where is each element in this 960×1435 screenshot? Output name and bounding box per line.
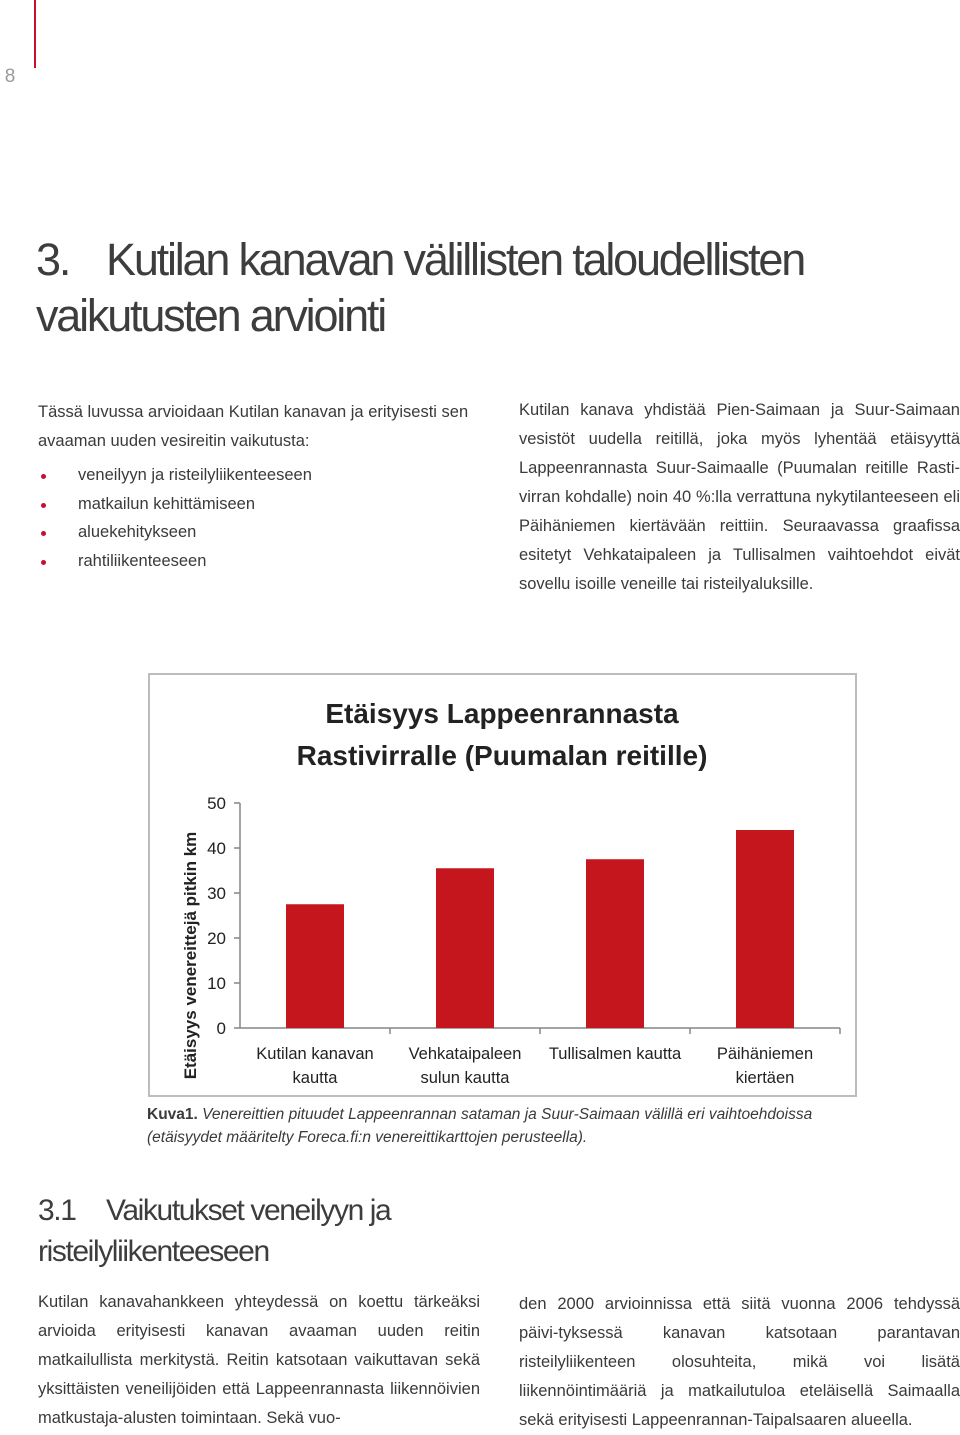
section-title [38,1190,508,1272]
chapter-title-text: Kutilan kanavan välillisten taloudellisten vaikutusten arviointi [36,234,805,341]
chapter-number: 3. [36,234,70,285]
figure-caption [147,1103,867,1149]
caption-label: Kuva1. [147,1106,198,1123]
bottom-left-column [38,1288,480,1433]
bullet-item: veneilyyn ja risteilyliikenteeseen [38,461,488,490]
section-number: 3.1 [38,1194,76,1227]
right-paragraph: Kutilan kanava yhdistää Pien-Saimaan ja Suur-Saimaan vesistöt uudella reitillä, joka myös lyhentää etäisyyttä Lappeenrannasta Suur-Saimaalle (Puumalan reitille Rasti-virran kohdalle) noin 40 %:lla verrattuna nykytilanteeseen eli Päihäniemen kiertävään reittiin. Seuraavassa graafissa esitetyt Vehkataipaleen ja Tullisalmen vaihtoehdot eivät sovellu isoille veneille tai risteilyaluksille. [519,401,960,593]
y-tick-label: 0 [216,1019,226,1038]
bar [436,868,494,1028]
right-column [519,396,960,599]
chart-title-line: Rastivirralle (Puumalan reitille) [296,740,708,771]
header-accent-rule [34,0,36,68]
bar [586,859,644,1028]
x-tick-label: Kutilan kanavan [256,1045,374,1063]
distance-bar-chart [148,673,857,1097]
intro-text: Tässä luvussa arvioidaan Kutilan kanavan ja erityisesti sen avaaman uuden vesireitin vaikutusta: [38,403,469,450]
bottom-left-paragraph: Kutilan kanavahankkeen yhteydessä on koettu tärkeäksi arvioida erityisesti kanavan avaaman uuden reitin matkailullista merkitystä. Reitin katsotaan vaikuttavan sekä yksittäisten veneilijöiden että Lappeenrannasta liikennöivien matkustaja-alusten toimintaan. Sekä vuo- [38,1293,480,1427]
x-tick-label: Tullisalmen kautta [548,1045,682,1063]
caption-text: Venereittien pituudet Lappeenrannan sataman ja Suur-Saimaan välillä eri vaihtoehdoissa (etäisyydet määritelty Foreca.fi:n venereittikarttojen perusteella). [147,1106,813,1146]
y-tick-label: 10 [207,974,226,993]
chart-title-line: Etäisyys Lappeenrannasta [325,698,679,729]
intro-column [38,398,488,575]
x-tick-label: sulun kautta [420,1069,510,1087]
section-title-text: Vaikutukset veneilyyn ja risteilyliikenteeseen [38,1194,391,1268]
intro-bullet-list [38,461,488,575]
bullet-item: rahtiliikenteeseen [38,547,488,576]
y-tick-label: 40 [207,839,226,858]
y-tick-label: 20 [207,929,226,948]
bottom-right-column [519,1290,960,1435]
bullet-item: aluekehitykseen [38,518,488,547]
bullet-item: matkailun kehittämiseen [38,490,488,519]
bottom-right-paragraph: den 2000 arvioinnissa että siitä vuonna 2006 tehdyssä päivi-tyksessä kanavan katsotaan parantavan risteilyliikenteen olosuhteita, mikä voi lisätä liikennöintimääriä ja matkailutuloa eteläisellä Saimaalla sekä erityisesti Lappeenrannan-Taipalsaaren alueella. [519,1295,960,1429]
page-number: 8 [4,66,16,87]
y-axis-label: Etäisyys venereittejä pitkin km [181,831,200,1080]
chart-svg [150,675,855,1095]
y-tick-label: 30 [207,884,226,903]
y-tick-label: 50 [207,794,226,813]
bar [736,830,794,1028]
chapter-title [36,232,936,344]
x-tick-label: Päihäniemen [716,1045,814,1063]
x-tick-label: kiertäen [735,1069,795,1087]
x-tick-label: kautta [292,1069,338,1087]
bar [286,904,344,1028]
x-tick-label: Vehkataipaleen [408,1045,522,1063]
